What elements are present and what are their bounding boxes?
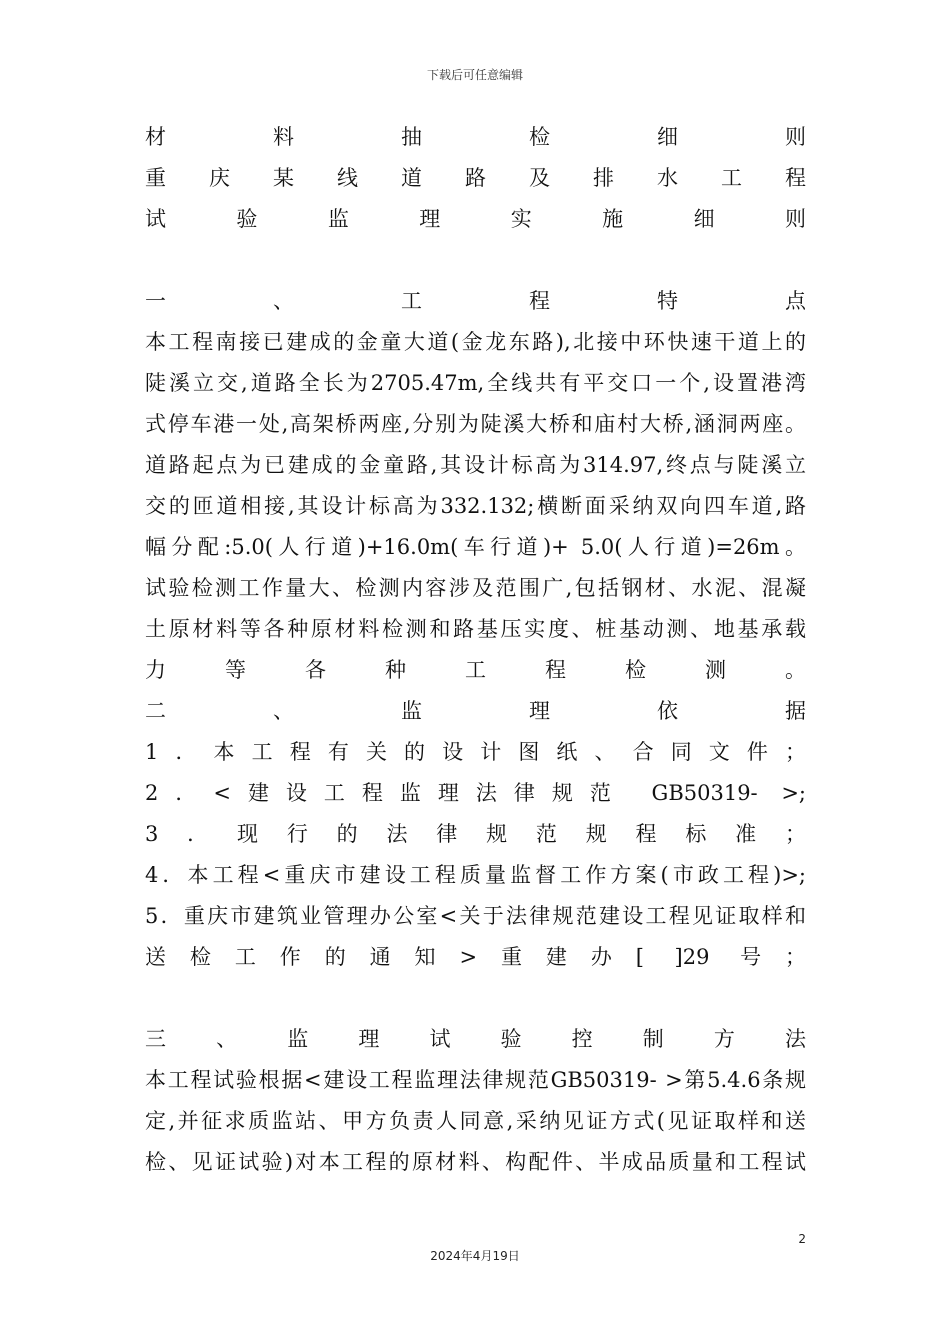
text-line: 材料抽检细则 <box>145 125 806 149</box>
text-line: 幅分配:5.0(人行道)+16.0m(车行道)+ 5.0(人行道)=26m。 <box>145 535 806 559</box>
text-line: 交的匝道相接,其设计标高为332.132;横断面采纳双向四车道,路 <box>145 494 806 518</box>
text-line: 式停车港一处,高架桥两座,分别为陡溪大桥和庙村大桥,涵洞两座。 <box>145 412 806 436</box>
text-line: 1．本工程有关的设计图纸、合同文件； <box>145 740 806 764</box>
text-line: 陡溪立交,道路全长为2705.47m,全线共有平交口一个,设置港湾 <box>145 371 806 395</box>
text-line: 4．本工程<重庆市建设工程质量监督工作方案(市政工程)>; <box>145 863 806 887</box>
text-line: 本工程南接已建成的金童大道(金龙东路),北接中环快速干道上的 <box>145 330 806 354</box>
document-body <box>145 117 806 1183</box>
text-line: 本工程试验根据<建设工程监理法律规范GB50319- >第5.4.6条规 <box>145 1068 806 1092</box>
text-line: 送检工作的通知>重建办[ ]29 号； <box>145 945 806 969</box>
blank-line <box>145 978 806 1019</box>
page-header: 下载后可任意编辑 <box>426 68 523 82</box>
text-line: 5．重庆市建筑业管理办公室<关于法律规范建设工程见证取样和 <box>145 904 806 928</box>
page-number: 2 <box>798 1232 806 1246</box>
text-line: 2．<建设工程监理法律规范 GB50319- >; <box>145 781 806 805</box>
text-line: 重庆某线道路及排水工程 <box>145 166 806 190</box>
blank-line <box>145 240 806 281</box>
text-line: 定,并征求质监站、甲方负责人同意,采纳见证方式(见证取样和送 <box>145 1109 806 1133</box>
text-line: 试验监理实施细则 <box>145 207 806 231</box>
text-line: 试验检测工作量大、检测内容涉及范围广,包括钢材、水泥、混凝 <box>145 576 806 600</box>
text-line: 检、见证试验)对本工程的原材料、构配件、半成品质量和工程试 <box>145 1150 806 1174</box>
text-line: 力等各种工程检测。 <box>145 658 806 682</box>
text-line: 3．现行的法律规范规程标准； <box>145 822 806 846</box>
text-line: 二、监理依据 <box>145 699 806 723</box>
text-line: 土原材料等各种原材料检测和路基压实度、桩基动测、地基承载 <box>145 617 806 641</box>
text-line: 一、工程特点 <box>145 289 806 313</box>
text-line: 道路起点为已建成的金童路,其设计标高为314.97,终点与陡溪立 <box>145 453 806 477</box>
page-footer-date: 2024年4月19日 <box>430 1249 520 1263</box>
text-line: 三、监理试验控制方法 <box>145 1027 806 1051</box>
